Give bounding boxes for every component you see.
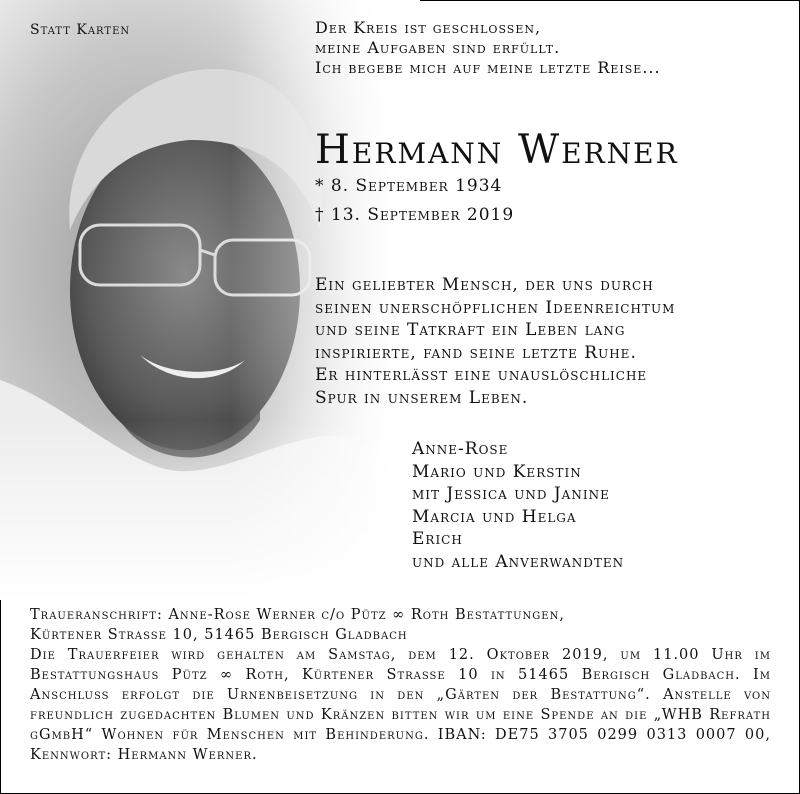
family-member: Erich — [412, 529, 463, 549]
tribute-line: seinen unerschöpflichen Ideenreichtum — [315, 297, 676, 318]
tribute-line: Spur in unserem Leben. — [315, 387, 529, 408]
death-date: † 13. September 2019 — [315, 205, 515, 225]
family-member: und alle Anverwandten — [412, 551, 625, 572]
verse-line: Ich begebe mich auf meine letzte Reise... — [315, 58, 661, 77]
tribute-line: inspirierte, fand seine letzte Ruhe. — [315, 342, 637, 363]
statt-karten-label: Statt Karten — [30, 22, 131, 38]
verse-line: Der Kreis ist geschlossen, — [315, 18, 542, 37]
tribute-line: und seine Tatkraft ein Leben lang — [315, 320, 626, 340]
mourning-address-line: Kürtener Strasse 10, 51465 Bergisch Gladbach — [30, 627, 408, 643]
tribute-text — [315, 274, 675, 409]
family-list — [412, 438, 624, 573]
mourning-address-line: Traueranschrift: Anne-Rose Werner c/o Pütz ∞ Roth Bestattungen, — [30, 607, 565, 623]
family-member: Anne-Rose — [412, 439, 509, 459]
verse-block — [315, 18, 661, 78]
family-member: Marcia und Helga — [412, 506, 577, 527]
tribute-line: Ein geliebter Mensch, der uns durch — [315, 275, 654, 295]
tribute-line: Er hinterlässt eine unauslöschliche — [315, 365, 648, 385]
funeral-details — [30, 605, 771, 765]
birth-date: * 8. September 1934 — [315, 176, 503, 196]
verse-line: meine Aufgaben sind erfüllt. — [315, 38, 561, 57]
deceased-name: Hermann Werner — [315, 127, 679, 173]
family-member: mit Jessica und Janine — [412, 484, 610, 504]
service-details: Die Trauerfeier wird gehalten am Samstag, dem 12. Oktober 2019, um 11.00 Uhr im Bestattungshaus Pütz ∞ Roth, Kürtener Strasse 10 in 51465 Bergisch Gladbach. Im Anschluss erfolgt die Urnenbeisetzung in den „Gärten der Bestattung“. Anstelle von freundlich zugedachten Blumen und Kränzen bitten wir um eine Spende an die „WHB Refrath gGmbH“ Wohnen für Menschen mit Behinderung. IBAN: DE75 3705 0299 0313 0007 00, Kennwort: Hermann Werner. — [30, 647, 771, 763]
family-member: Mario und Kerstin — [412, 461, 582, 482]
